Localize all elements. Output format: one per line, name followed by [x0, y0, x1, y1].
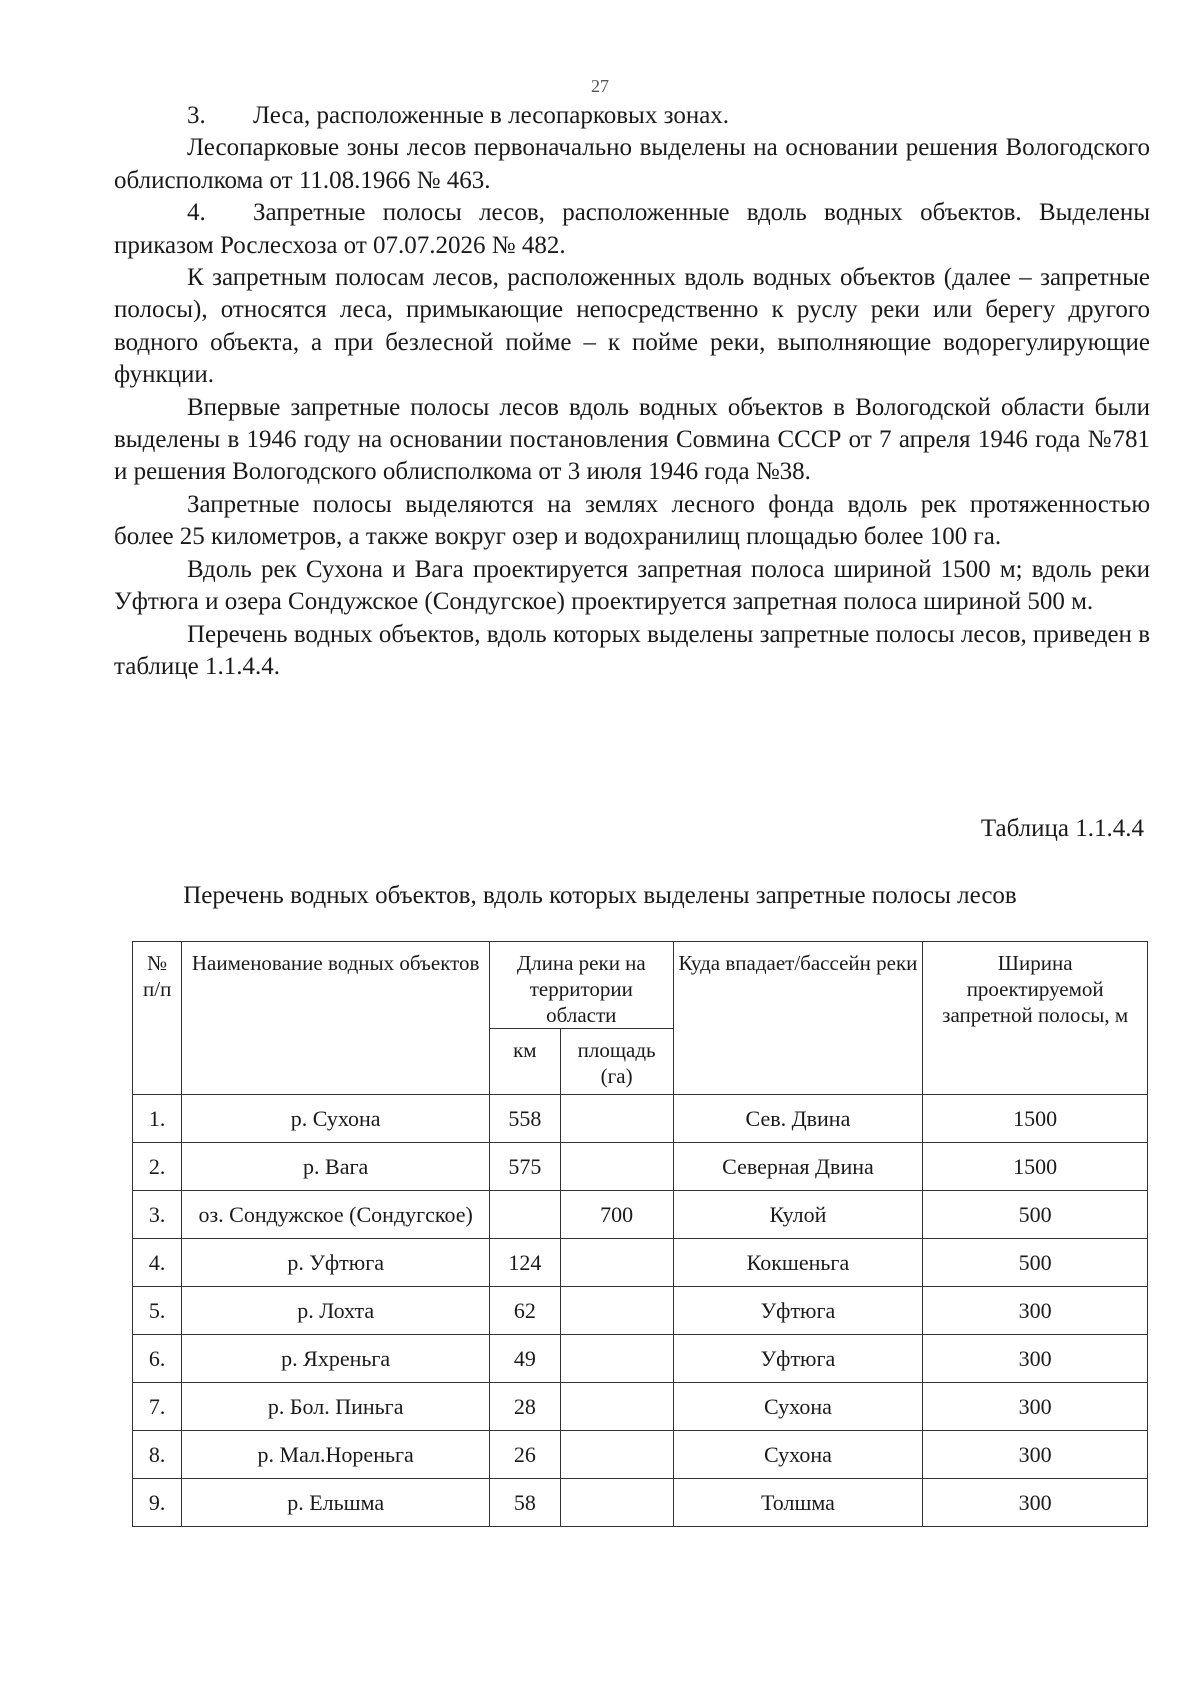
- cell-km: [490, 1191, 561, 1239]
- cell-km: 62: [490, 1287, 561, 1335]
- cell-name: р. Мал.Нореньга: [182, 1431, 490, 1479]
- body-text: [114, 100, 1150, 683]
- table-row: [133, 1143, 1148, 1191]
- cell-width: 300: [923, 1335, 1148, 1383]
- cell-mouth: Кокшеньга: [673, 1239, 923, 1287]
- cell-name: р. Вага: [182, 1143, 490, 1191]
- cell-area: [560, 1431, 673, 1479]
- header-width: Ширина проектируемой запретной полосы, м: [923, 942, 1148, 1095]
- table-label: Таблица 1.1.4.4: [980, 815, 1144, 842]
- cell-area: [560, 1143, 673, 1191]
- cell-mouth: Уфтюга: [673, 1335, 923, 1383]
- cell-mouth: Уфтюга: [673, 1287, 923, 1335]
- paragraph-item-3: [114, 100, 1150, 132]
- cell-num: 7.: [133, 1383, 182, 1431]
- cell-num: 3.: [133, 1191, 182, 1239]
- water-bodies-table: [132, 941, 1148, 1527]
- cell-km: 558: [490, 1095, 561, 1143]
- cell-area: [560, 1287, 673, 1335]
- cell-name: р. Лохта: [182, 1287, 490, 1335]
- header-mouth: Куда впадает/бассейн реки: [673, 942, 923, 1095]
- cell-area: 700: [560, 1191, 673, 1239]
- cell-num: 6.: [133, 1335, 182, 1383]
- paragraph: Вдоль рек Сухона и Вага проектируется запретная полоса шириной 1500 м; вдоль реки Уфтюга и озера Сондужское (Сондугское) проектируется запретная полоса шириной 500 м.: [114, 555, 1150, 616]
- cell-area: [560, 1095, 673, 1143]
- cell-num: 1.: [133, 1095, 182, 1143]
- table-row: [133, 1287, 1148, 1335]
- cell-width: 500: [923, 1191, 1148, 1239]
- paragraph: Запретные полосы выделяются на землях лесного фонда вдоль рек протяженностью более 25 километров, а также вокруг озер и водохранилищ площадью более 100 га.: [114, 490, 1150, 551]
- list-number: 3.: [187, 102, 206, 129]
- cell-mouth: Северная Двина: [673, 1143, 923, 1191]
- cell-width: 300: [923, 1479, 1148, 1527]
- table-row: [133, 1383, 1148, 1431]
- cell-area: [560, 1335, 673, 1383]
- paragraph-text: Запретные полосы лесов, расположенные вдоль водных объектов. Выделены приказом Рослесхоза от 07.07.2026 № 482.: [114, 199, 1150, 259]
- table-row: [133, 1335, 1148, 1383]
- header-length: Длина реки на территории области: [490, 942, 674, 1029]
- cell-num: 2.: [133, 1143, 182, 1191]
- cell-width: 1500: [923, 1095, 1148, 1143]
- table-header-row: [133, 942, 1148, 1029]
- cell-width: 300: [923, 1431, 1148, 1479]
- cell-name: р. Сухона: [182, 1095, 490, 1143]
- header-name: Наименование водных объектов: [182, 942, 490, 1095]
- cell-km: 49: [490, 1335, 561, 1383]
- cell-name: р. Ельшма: [182, 1479, 490, 1527]
- paragraph-text: Леса, расположенные в лесопарковых зонах.: [253, 102, 730, 129]
- cell-mouth: Сев. Двина: [673, 1095, 923, 1143]
- cell-num: 4.: [133, 1239, 182, 1287]
- paragraph: Лесопарковые зоны лесов первоначально выделены на основании решения Вологодского облисполкома от 11.08.1966 № 463.: [114, 134, 1150, 194]
- cell-width: 300: [923, 1383, 1148, 1431]
- cell-name: р. Уфтюга: [182, 1239, 490, 1287]
- cell-km: 575: [490, 1143, 561, 1191]
- cell-area: [560, 1479, 673, 1527]
- paragraph: Впервые запретные полосы лесов вдоль водных объектов в Вологодской области были выделены в 1946 году на основании постановления Совмина СССР от 7 апреля 1946 года №781 и решения Вологодского облисполкома от 3 июля 1946 года №38.: [114, 393, 1150, 486]
- paragraph-item-4: [114, 197, 1150, 262]
- table-row: [133, 1479, 1148, 1527]
- header-area: площадь (га): [560, 1029, 673, 1095]
- page-number: 27: [591, 76, 609, 96]
- cell-num: 9.: [133, 1479, 182, 1527]
- header-num: № п/п: [133, 942, 182, 1095]
- paragraph: Перечень водных объектов, вдоль которых выделены запретные полосы лесов, приведен в таблице 1.1.4.4.: [114, 620, 1150, 680]
- table-row: [133, 1239, 1148, 1287]
- cell-mouth: Толшма: [673, 1479, 923, 1527]
- table-row: [133, 1191, 1148, 1239]
- cell-area: [560, 1383, 673, 1431]
- table-row: [133, 1095, 1148, 1143]
- cell-num: 8.: [133, 1431, 182, 1479]
- cell-mouth: Сухона: [673, 1383, 923, 1431]
- cell-mouth: Сухона: [673, 1431, 923, 1479]
- paragraph: К запретным полосам лесов, расположенных вдоль водных объектов (далее – запретные полосы), относятся леса, примыкающие непосредственно к руслу реки или берегу другого водного объекта, а при безлесной пойме – к пойме реки, выполняющие водорегулирующие функции.: [114, 264, 1150, 389]
- cell-width: 300: [923, 1287, 1148, 1335]
- cell-km: 26: [490, 1431, 561, 1479]
- cell-name: р. Бол. Пиньга: [182, 1383, 490, 1431]
- table-row: [133, 1431, 1148, 1479]
- cell-width: 500: [923, 1239, 1148, 1287]
- cell-num: 5.: [133, 1287, 182, 1335]
- cell-km: 124: [490, 1239, 561, 1287]
- cell-name: р. Яхреньга: [182, 1335, 490, 1383]
- cell-mouth: Кулой: [673, 1191, 923, 1239]
- cell-km: 58: [490, 1479, 561, 1527]
- cell-name: оз. Сондужское (Сондугское): [182, 1191, 490, 1239]
- cell-area: [560, 1239, 673, 1287]
- cell-km: 28: [490, 1383, 561, 1431]
- table-title: Перечень водных объектов, вдоль которых выделены запретные полосы лесов: [183, 882, 1017, 909]
- cell-width: 1500: [923, 1143, 1148, 1191]
- header-km: км: [490, 1029, 561, 1095]
- list-number: 4.: [187, 199, 206, 227]
